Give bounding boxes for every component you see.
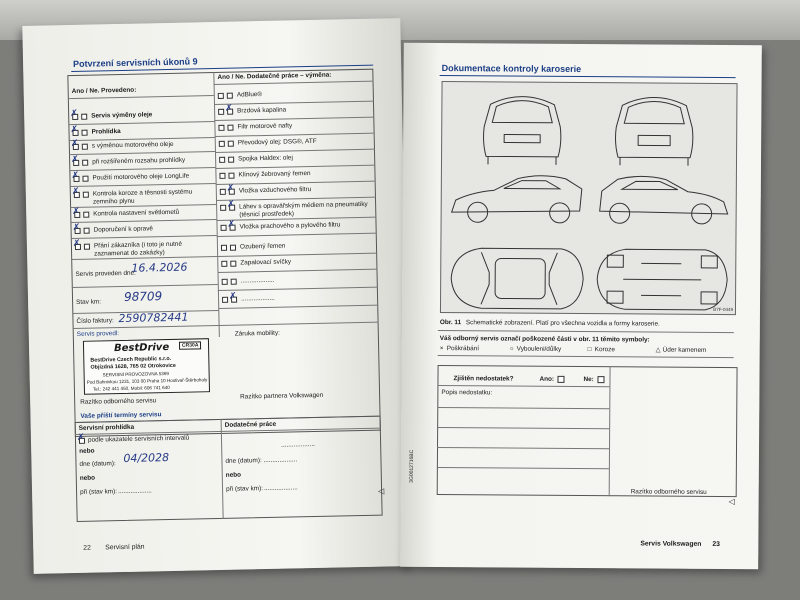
right-item-checkbox-no[interactable] — [227, 93, 233, 99]
stamp-label: Razítko odborného servisu — [80, 397, 157, 406]
left-item-checkbox-no[interactable] — [84, 244, 90, 250]
right-km-dots: ................... — [263, 484, 298, 493]
stamp-code: CR30A — [179, 341, 202, 349]
right-item-check-mark: ✗ — [226, 199, 235, 210]
km-label: Stav km: — [76, 298, 102, 306]
right-dots-1: ................... — [281, 440, 315, 449]
left-item-label: Kontrola koroze a těsnosti systému zemního plynu — [92, 188, 193, 206]
km-value[interactable]: 98709 — [123, 289, 163, 304]
left-item-check-mark: ✗ — [70, 138, 79, 150]
no-label: Ne: — [583, 376, 594, 384]
right-item-checkbox[interactable] — [218, 125, 224, 131]
right-item-label: Ozubený řemen — [239, 242, 286, 251]
left-item-label: Přání zákazníka (i toto je nutné zaznamenat do zakázky) — [93, 240, 183, 258]
car-rear-view — [483, 96, 561, 157]
left-item-checkbox-no[interactable] — [82, 176, 88, 182]
right-item-checkbox[interactable] — [220, 189, 226, 195]
yes-checkbox[interactable] — [557, 376, 564, 383]
right-item-label: Převodový olej: DSG®, ATF — [237, 137, 317, 147]
invoice-value[interactable]: 2590782441 — [118, 310, 189, 326]
left-item-label: Doporučení k opravě — [93, 225, 153, 234]
right-item-label: Vložka vzduchového filtru — [238, 186, 312, 195]
left-item-label: Prohlídka — [91, 127, 121, 136]
left-item-checkbox-no[interactable] — [84, 228, 90, 234]
right-item-label: ................... — [240, 294, 275, 303]
no-checkbox[interactable] — [597, 376, 604, 383]
date-label: dne (datum): — [79, 460, 116, 468]
right-item-label: Spojka Haldex: olej — [238, 154, 293, 163]
stamp-brand: BestDrive — [113, 342, 170, 355]
right-item-label: Klínový žebrovaný řemen — [238, 170, 311, 179]
partner-label: Razítko partnera Volkswagen — [240, 391, 324, 401]
legend-symbol-icon: □ — [587, 346, 592, 354]
right-item-checkbox[interactable] — [218, 93, 224, 99]
interval-check-mark: ✗ — [76, 432, 85, 443]
right-item-check-mark: ✗ — [224, 103, 233, 114]
stamp-label: Razítko odborného servisu — [630, 488, 707, 496]
left-item-label: s výměnou motorového oleje — [91, 140, 174, 150]
right-or: nebo — [225, 471, 242, 479]
right-item-checkbox-no[interactable] — [230, 261, 236, 267]
side-code: 3G0012716BC — [408, 449, 415, 483]
right-item-label: Vložka prachového a pylového filtru — [239, 221, 341, 231]
damage-question: Zjištěn nedostatek? — [453, 375, 514, 383]
performed-by-label: Servis provedl: — [76, 330, 120, 338]
right-item-checkbox[interactable] — [220, 205, 226, 211]
col-right-header: Ano / Ne. Dodatečné práce – výměna: — [217, 71, 332, 81]
left-item-check-mark: ✗ — [71, 154, 79, 166]
next-col2: Dodatečné práce — [224, 420, 277, 429]
stamp-line3: SERVISNÍ PROVOZOVNA 5369 — [102, 371, 169, 378]
right-item-check-mark: ✗ — [228, 291, 237, 302]
service-stamp — [83, 338, 210, 395]
right-date-label: dne (datum): — [225, 457, 262, 465]
car-diagram — [440, 81, 738, 315]
mobility-label: Záruka mobility: — [234, 329, 280, 338]
stamp-line2: Objízdná 1628, 765 02 Otrokovice — [90, 362, 176, 371]
legend-intro: Váš odborný servis označí poškozené části v obr. 11 těmito symboly: — [439, 335, 650, 344]
next-item1: podle ukazatele servisních intervalů — [87, 434, 190, 444]
km-at-label: při (stav km): — [80, 488, 118, 496]
car-front-view — [615, 97, 693, 158]
car-top-view — [451, 248, 583, 309]
invoice-label: Číslo faktury: — [76, 317, 114, 325]
left-item-check-mark: ✗ — [72, 238, 81, 250]
left-page — [22, 18, 411, 574]
stamp-line4: Pod Bahnivkou 1231, 103 00 Praha 10 Hostivař-Štěrboholy — [86, 377, 208, 385]
left-item-check-mark: ✗ — [72, 206, 80, 218]
right-item-checkbox[interactable] — [222, 279, 228, 285]
stamp-line1: BestDrive Czech Republic s.r.o. — [90, 355, 172, 364]
left-item-check-mark: ✗ — [70, 124, 79, 136]
right-km-label: při (stav km): — [225, 485, 264, 493]
page-number: 22 — [83, 544, 91, 552]
right-item-check-mark: ✗ — [227, 219, 236, 230]
legend-symbol-icon: △ — [655, 346, 661, 354]
right-item-checkbox[interactable] — [218, 109, 224, 115]
right-item-label: ................... — [240, 276, 275, 285]
car-side-view-right — [600, 176, 728, 214]
right-item-checkbox[interactable] — [219, 141, 225, 147]
right-item-checkbox[interactable] — [219, 173, 225, 179]
right-item-checkbox[interactable] — [219, 157, 225, 163]
page-title: Potvrzení servisních úkonů 9 — [73, 56, 198, 69]
left-item-checkbox-no[interactable] — [82, 144, 88, 150]
legend-label: Vybouleni/důlky — [516, 345, 562, 353]
left-item-label: Servis výměny oleje — [91, 111, 153, 120]
page-title: Dokumentace kontroly karoserie — [441, 63, 582, 74]
right-item-checkbox-no[interactable] — [228, 141, 234, 147]
right-item-label: Láhev s opravářským médiem na pneumatiky (těsnicí prostředek) — [239, 200, 368, 219]
title-underline — [440, 75, 736, 78]
page-section: Servisní plán — [105, 543, 145, 552]
right-item-checkbox-no[interactable] — [227, 125, 233, 131]
right-item-label: Zapalovací svíčky — [240, 258, 292, 267]
left-item-label: při rozšířeném rozsahu prohlídky — [92, 156, 186, 166]
right-item-checkbox[interactable] — [221, 225, 227, 231]
left-item-label: Použití motorového oleje LongLife — [92, 172, 190, 182]
right-item-checkbox-no[interactable] — [228, 157, 234, 163]
caption-line — [438, 330, 734, 333]
legend-line — [438, 355, 734, 358]
legend-symbol-icon: ○ — [509, 345, 514, 353]
right-item-checkbox[interactable] — [221, 261, 227, 267]
col-left-header: Ano / Ne. Provedeno: — [71, 86, 137, 95]
left-item-check-mark: ✗ — [71, 170, 80, 182]
left-item-checkbox-no[interactable] — [81, 130, 87, 136]
km-at-dots: ................... — [118, 487, 152, 496]
page-number: 23 — [712, 540, 720, 548]
next-date-value[interactable]: 04/2028 — [123, 451, 170, 465]
or2: nebo — [79, 474, 96, 482]
or1: nebo — [79, 447, 95, 455]
legend-label: Koroze — [594, 346, 615, 354]
figure-code: B7F-0449 — [713, 306, 733, 313]
left-item-check-mark: ✗ — [71, 186, 80, 198]
right-item-checkbox[interactable] — [221, 245, 227, 251]
right-item-check-mark: ✗ — [226, 183, 235, 194]
right-item-checkbox-no[interactable] — [231, 279, 237, 285]
stamp-line5: Tel.: 242 441 450, Mobil: 606 741 640 — [92, 385, 170, 392]
footer-label: Servis Volkswagen — [640, 540, 702, 548]
left-item-checkbox-no[interactable] — [83, 212, 89, 218]
left-item-checkbox-no[interactable] — [81, 114, 87, 120]
legend-label: Poškrábání — [446, 345, 480, 353]
right-item-label: Brzdová kapalina — [237, 106, 287, 115]
left-item-check-mark: ✗ — [72, 222, 81, 234]
legend-symbol-icon: × — [439, 345, 444, 353]
right-item-label: Filtr motorové nafty — [237, 122, 293, 131]
right-item-label: AdBlue® — [236, 91, 263, 99]
left-item-check-mark: ✗ — [70, 108, 78, 120]
description-label: Popis nedostatku: — [441, 389, 493, 397]
legend-label: Úder kamenem — [662, 346, 707, 354]
next-title: Vaše příští termíny servisu — [80, 411, 162, 420]
service-date-label: Servis proveden dne: — [75, 269, 136, 278]
right-item-checkbox-no[interactable] — [228, 173, 234, 179]
right-date-dots: ................... — [263, 456, 298, 465]
right-item-checkbox-no[interactable] — [230, 245, 236, 251]
car-side-view-left — [452, 175, 582, 213]
right-page — [400, 43, 762, 569]
next-col1: Servisní prohlídka — [78, 423, 135, 432]
left-item-checkbox-no[interactable] — [83, 192, 89, 198]
figure-id: Obr. 11 — [439, 319, 462, 327]
left-item-label: Kontrola nastavení světlometů — [93, 208, 180, 218]
triangle-icon: ◁ — [378, 486, 385, 496]
left-item-checkbox-no[interactable] — [82, 160, 88, 166]
triangle-icon: ◁ — [728, 497, 735, 507]
yes-label: Ano: — [539, 375, 555, 383]
car-schematic-svg — [441, 82, 739, 316]
right-item-checkbox[interactable] — [222, 297, 228, 303]
service-date-value[interactable]: 16.4.2026 — [131, 260, 188, 275]
figure-caption: Schematické zobrazení. Platí pro všechna vozidla a formy karoserie. — [465, 319, 660, 328]
